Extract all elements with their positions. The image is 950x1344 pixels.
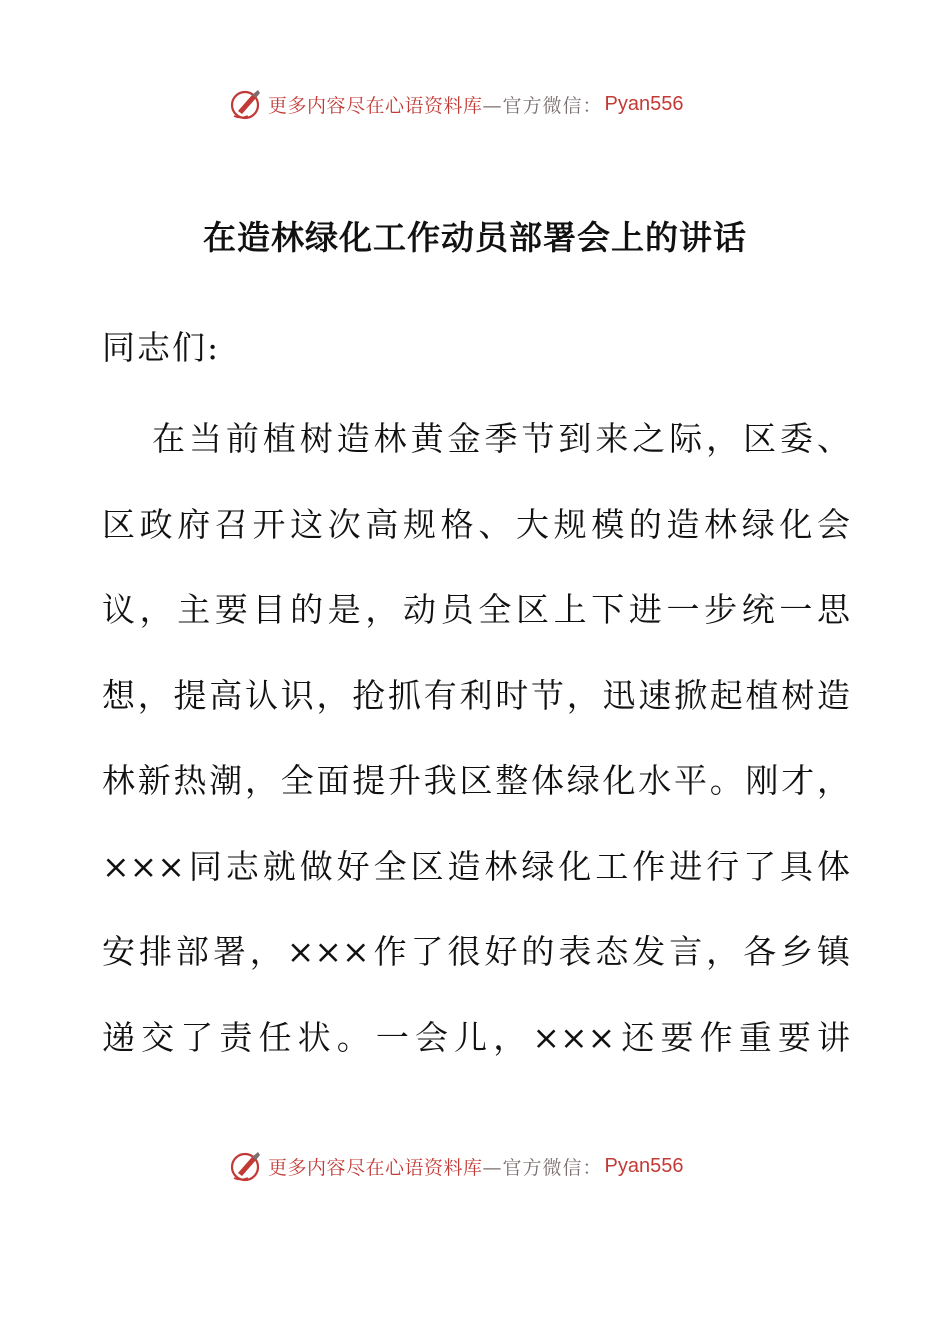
footer-watermark [228, 1146, 748, 1186]
pen-logo-icon [228, 1148, 264, 1184]
body-line: 议，主要目的是，动员全区上下进一步统一思 [102, 590, 850, 629]
body-line: 安排部署，×××作了很好的表态发言，各乡镇 [102, 932, 850, 971]
watermark-sub-text: —官方微信： [482, 94, 603, 117]
body-line: 想，提高认识，抢抓有利时节，迅速掀起植树造 [102, 675, 850, 715]
document-title: 在造林绿化工作动员部署会上的讲话 [203, 218, 747, 257]
watermark-main-text: 更多内容尽在心语资料库 [268, 1156, 483, 1179]
watermark-main-text: 更多内容尽在心语资料库 [268, 94, 483, 117]
body-line: 林新热潮，全面提升我区整体绿化水平。刚才， [102, 761, 850, 800]
salutation: 同志们: [102, 328, 221, 367]
body-line: 在当前植树造林黄金季节到来之际，区委、 [152, 419, 850, 458]
watermark-sub-text: —官方微信： [482, 1156, 603, 1179]
pen-logo-icon [228, 86, 264, 122]
body-paragraph [102, 396, 850, 1080]
watermark-wechat-id: Pyan556 [604, 1154, 684, 1177]
watermark-wechat-id: Pyan556 [604, 92, 684, 115]
body-line: ×××同志就做好全区造林绿化工作进行了具体 [102, 846, 850, 886]
body-line: 递交了责任状。一会儿，×××还要作重要讲 [102, 1017, 850, 1057]
header-watermark [228, 84, 748, 124]
body-line: 区政府召开这次高规格、大规模的造林绿化会 [102, 504, 850, 544]
